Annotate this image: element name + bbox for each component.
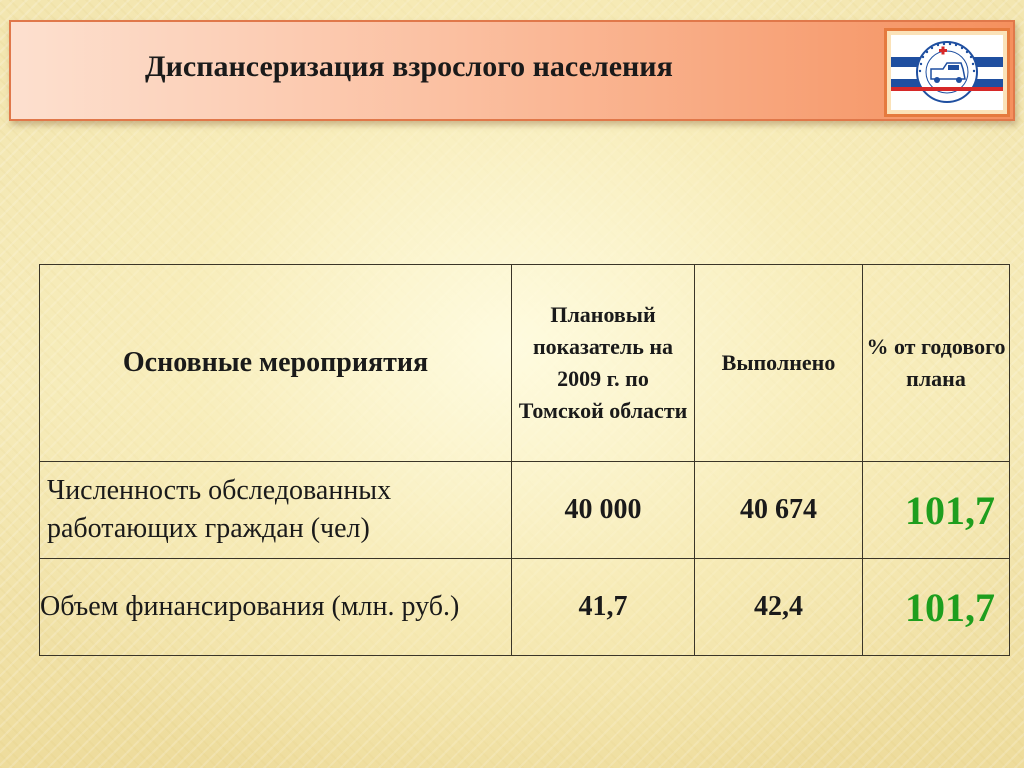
header-percent: % от годового плана [863,265,1010,462]
table-row [40,462,1010,559]
row-done-funding: 42,4 [695,559,863,656]
row-done-examined: 40 674 [695,462,863,559]
header-done: Выполнено [695,265,863,462]
row-percent-examined: 101,7 [863,462,1010,559]
results-table [39,264,1010,656]
zdorovie-logo-icon [891,35,1003,110]
row-plan-examined: 40 000 [512,462,695,559]
logo-frame [884,28,1010,117]
header-activities: Основные мероприятия [40,265,512,462]
table-row [40,559,1010,656]
header-plan: Плановый показатель на 2009 г. по Томской области [512,265,695,462]
zdorovie-logo [891,35,1003,110]
row-label-funding: Объем финансирования (млн. руб.) [40,559,512,656]
row-percent-funding: 101,7 [863,559,1010,656]
row-plan-funding: 41,7 [512,559,695,656]
row-label-examined: Численность обследованных работающих граждан (чел) [40,462,512,559]
table-header-row [40,265,1010,462]
slide-title: Диспансеризация взрослого населения [145,50,673,83]
